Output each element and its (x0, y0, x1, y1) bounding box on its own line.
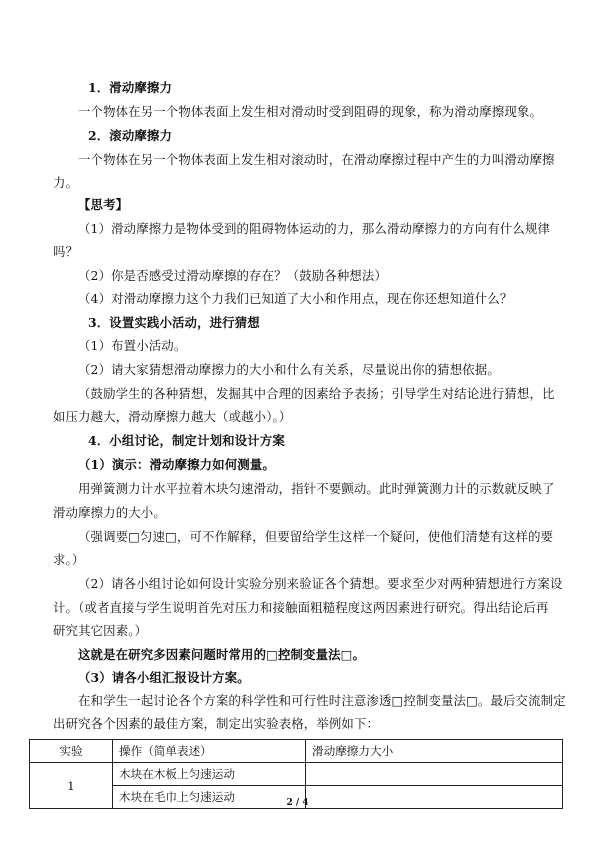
table-cell-operation: 木块在毛巾上匀速运动 (113, 786, 306, 809)
paragraph-text: 用弹簧测力计水平拉着木块匀速滑动，指针不要颤动。此时弹簧测力计的示数就反映了 (78, 481, 555, 496)
table-header-cell: 实验 (30, 740, 113, 763)
paragraph-text: 滑动摩擦力的大小。 (53, 505, 166, 520)
paragraph-text: （1）滑动摩擦力是物体受到的阻碍物体运动的力，那么滑动摩擦力的方向有什么规律 (78, 221, 551, 236)
table-header-cell: 滑动摩擦力大小 (306, 740, 563, 763)
paragraph-text: 在和学生一起讨论各个方案的科学性和可行性时注意渗透□控制变量法□。最后交流制定 (78, 693, 566, 708)
paragraph-text: （1）布置小活动。 (78, 338, 187, 353)
heading-think: 【思考】 (78, 197, 129, 212)
heading-sliding-friction: 1．滑动摩擦力 (88, 80, 173, 95)
paragraph-text: （强调要□匀速□，可不作解释，但要留给学生这样一个疑问，使他们清楚有这样的要 (78, 529, 554, 544)
table-header-row (30, 740, 563, 763)
table-cell-experiment: 1 (30, 763, 113, 809)
heading-rolling-friction: 2．滚动摩擦力 (88, 128, 173, 143)
subheading-demo: （1）演示：滑动摩擦力如何测量。 (78, 457, 275, 472)
page-number: 2 / 4 (286, 798, 309, 808)
paragraph-text: （4）对滑动摩擦力这个力我们已知道了大小和作用点，现在你还想知道什么？ (78, 291, 513, 306)
paragraph-text: 出研究各个因素的最佳方案，制定出实验表格，举例如下： (53, 716, 380, 731)
paragraph-text: （2）请各小组讨论如何设计实验分别来验证各个猜想。要求至少对两种猜想进行方案设 (78, 576, 563, 591)
table-header-cell: 操作（简单表述） (113, 740, 306, 763)
paragraph-text: 如压力越大，滑动摩擦力越大（或越小）。） (53, 409, 292, 424)
table-cell-value (306, 763, 563, 786)
paragraph-text: 力。 (53, 175, 79, 190)
paragraph-text: （2）你是否感受过滑动摩擦的存在？（鼓励各种想法） (78, 268, 388, 283)
paragraph-text: 一个物体在另一个物体表面上发生相对滚动时，在滑动摩擦过程中产生的力叫滑动摩擦 (78, 152, 555, 167)
paragraph-text: 一个物体在另一个物体表面上发生相对滑动时受到阻碍的现象，称为滑动摩擦现象。 (78, 104, 543, 119)
paragraph-text: 研究其它因素。） (53, 623, 148, 638)
heading-group-discussion: 4．小组讨论，制定计划和设计方案 (88, 433, 285, 448)
paragraph-text: 吗？ (53, 244, 79, 259)
subheading-report: （3）请各小组汇报设计方案。 (78, 670, 250, 685)
paragraph-text: 求。） (53, 552, 85, 567)
emphasis-control-variable: 这就是在研究多因素问题时常用的□控制变量法□。 (78, 647, 366, 662)
paragraph-text: （鼓励学生的各种猜想，发掘其中合理的因素给予表扬；引导学生对结论进行猜想，比 (78, 386, 555, 401)
table-row (30, 763, 563, 786)
table-cell-operation: 木块在木板上匀速运动 (113, 763, 306, 786)
heading-activity: 3．设置实践小活动，进行猜想 (88, 315, 260, 330)
paragraph-text: （2）请大家猜想滑动摩擦力的大小和什么有关系，尽量说出你的猜想依据。 (78, 362, 500, 377)
paragraph-text: 计。（或者直接与学生说明首先对压力和接触面粗糙程度这两因素进行研究。得出结论后再 (53, 600, 549, 615)
